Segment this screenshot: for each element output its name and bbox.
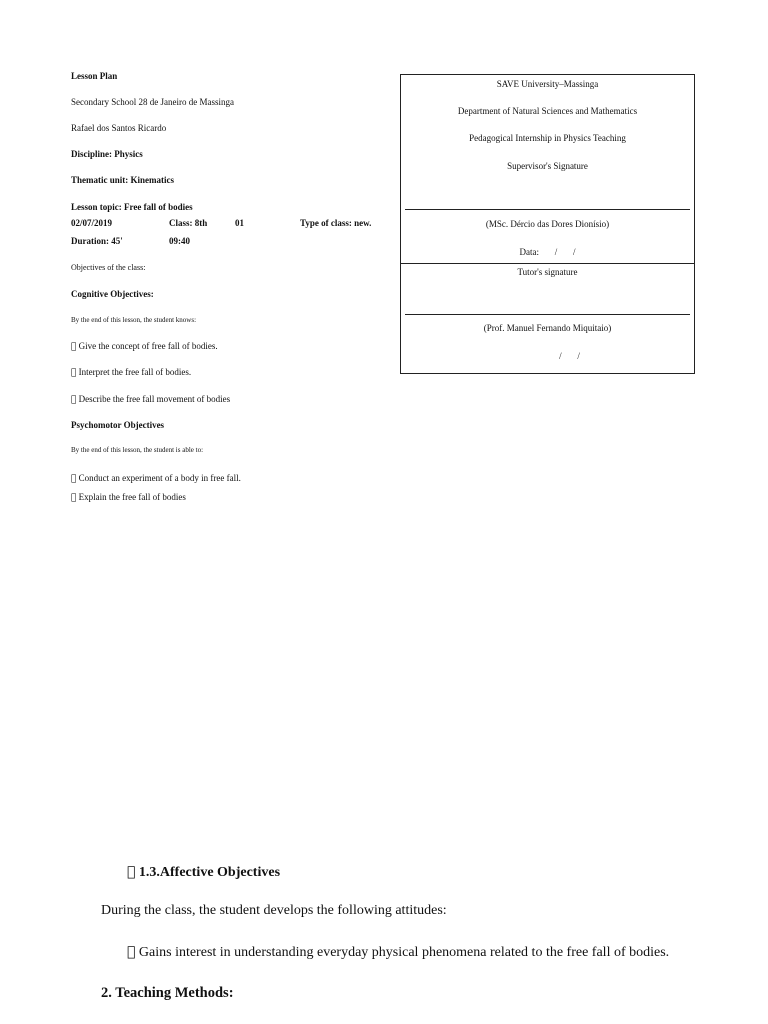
bullet-icon: [71, 342, 76, 352]
class-number: 01: [235, 218, 244, 228]
lesson-topic: Lesson topic: Free fall of bodies: [71, 202, 193, 212]
objectives-heading: Objectives of the class:: [71, 263, 146, 272]
bullet-icon: [71, 395, 76, 405]
bullet-icon: [71, 368, 76, 378]
psychomotor-heading: Psychomotor Objectives: [71, 420, 165, 430]
cognitive-intro: By the end of this lesson, the student knows:: [71, 316, 197, 324]
tutor-label: Tutor's signature: [517, 267, 578, 277]
bullet-icon: [127, 864, 135, 880]
psychomotor-item: Explain the free fall of bodies: [71, 492, 179, 502]
author-name: Rafael dos Santos Ricardo: [71, 123, 167, 133]
supervisor-date: Data: / /: [519, 247, 576, 257]
supervisor-name: (MSc. Dércio das Dores Dionísio): [485, 219, 610, 229]
thematic-unit: Thematic unit: Kinematics: [71, 175, 174, 185]
cognitive-item: Describe the free fall movement of bodies: [71, 394, 223, 404]
university-name: SAVE University–Massinga: [496, 79, 599, 89]
cognitive-item: Give the concept of free fall of bodies.: [71, 341, 210, 351]
affective-heading: 1.3.Affective Objectives: [127, 865, 269, 880]
bullet-icon: [71, 474, 76, 484]
supervisor-signature-line: [405, 209, 690, 210]
duration: Duration: 45': [71, 236, 123, 246]
tutor-name: (Prof. Manuel Fernando Miquitaio): [483, 323, 612, 333]
lesson-plan-title: Lesson Plan: [71, 71, 118, 81]
lesson-time: 09:40: [169, 236, 190, 246]
discipline: Discipline: Physics: [71, 149, 143, 159]
supervisor-box: [400, 74, 695, 265]
cognitive-item: Interpret the free fall of bodies.: [71, 367, 184, 377]
affective-intro: During the class, the student develops the following attitudes:: [101, 903, 447, 918]
tutor-signature-line: [405, 314, 690, 315]
type-of-class: Type of class: new.: [300, 218, 372, 228]
teaching-methods-heading: 2. Teaching Methods:: [101, 985, 234, 1001]
psychomotor-intro: By the end of this lesson, the student is able to:: [71, 446, 204, 454]
affective-item: Gains interest in understanding everyday physical phenomena related to the free fall of bodies.: [127, 945, 658, 960]
cognitive-heading: Cognitive Objectives:: [71, 289, 154, 299]
department-name: Department of Natural Sciences and Mathematics: [457, 106, 638, 116]
supervisor-label: Supervisor's Signature: [507, 161, 588, 171]
tutor-date: / /: [559, 351, 580, 361]
class-label: Class: 8th: [169, 218, 208, 228]
psychomotor-item: Conduct an experiment of a body in free fall.: [71, 473, 234, 483]
tutor-box: [400, 263, 695, 374]
internship-name: Pedagogical Internship in Physics Teaching: [469, 133, 626, 143]
bullet-icon: [127, 944, 135, 960]
lesson-date: 02/07/2019: [71, 218, 113, 228]
bullet-icon: [71, 493, 76, 503]
school-name: Secondary School 28 de Janeiro de Massinga: [71, 97, 234, 107]
